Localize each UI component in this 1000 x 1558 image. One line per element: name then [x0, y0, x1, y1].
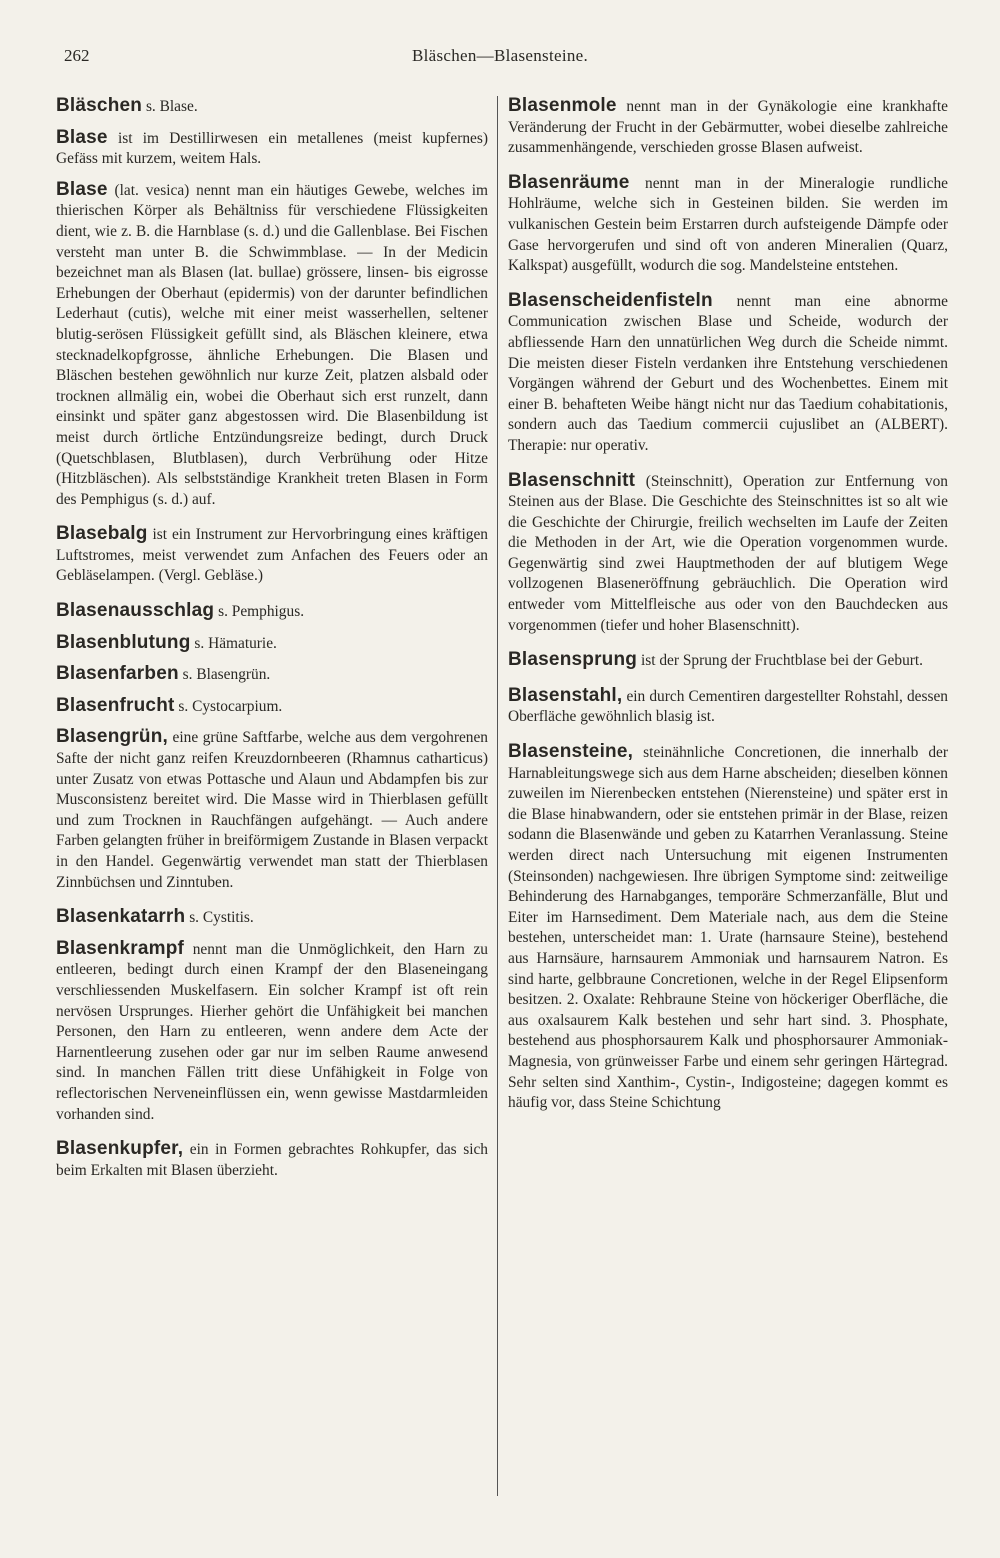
entry-blasenraeume — [508, 173, 948, 277]
page-number: 262 — [64, 46, 90, 65]
headword: Blasenausschlag — [56, 600, 215, 622]
entry-text: s. Cystocarpium. — [174, 697, 283, 715]
headword: Blasenscheidenfisteln — [508, 289, 713, 311]
entry-text: s. Pemphigus. — [214, 603, 305, 621]
headword: Blasensprung — [508, 649, 638, 671]
headword: Blasensteine, — [508, 741, 634, 763]
entry-text: s. Blasengrün. — [178, 666, 271, 684]
entry-text: ist im Destillirwesen ein metallenes (meist kupfernes) Gefäss mit kurzem, weitem Hals. — [56, 129, 488, 168]
headword: Blase — [56, 178, 108, 200]
entry-blasenscheidenfisteln — [508, 291, 948, 457]
page-header — [64, 46, 936, 76]
entry-text: (Steinschnitt), Operation zur Entfernung von Steinen aus der Blase. Die Geschichte des Steinschnittes ist so alt wie die Geschichte der Chirurgie, freilich wechselten im Laufe der Zeiten die Methoden in der Art, wie die Operation vorgenommen wurde. Gegenwärtig sind zwei Hauptmethoden der auf blutigem Wege vollzogenen Blaseneröffnung gebräuchlich. Die Operation wird entweder vom Mittelfleische aus oder von den Bauchdecken aus vorgenommen (tiefer und hoher Blasenschnitt). — [508, 472, 948, 634]
entry-text: nennt man die Unmöglichkeit, den Harn zu entleeren, bedingt durch einen Krampf der den Blaseneingang verschliessenden Muskelfasern. Ein solcher Krampf ist oft rein nervösen Ursprunges. Hierher gehört die Unfähigkeit bei manchen Personen, den Harn zu entleeren, wenn andere dem Acte der Harnentleerung zusehen oder gar nur im selben Raume anwesend sind. In manchen Fällen tritt diese Unfähigkeit in Folge von reflectorischen Nerveneinflüssen ein, wenn gewisse Mastdarmleiden vorhanden sind. — [56, 940, 488, 1123]
entry-text: nennt man eine abnorme Communication zwischen Blase und Scheide, wodurch der abfliessende Harn den unnatürlichen Weg durch die Scheide nimmt. Die meisten dieser Fisteln verdanken ihre Entstehung verschiedenen Vorgängen während der Geburt und des Wochenbettes. Einem mit einer B. behafteten Weibe hängt nicht nur das Taedium cohabitationis, sondern auch das Taedium commercii cujuslibet an (ALBERT). Therapie: nur operativ. — [508, 292, 948, 454]
left-column — [56, 96, 488, 1195]
entry-blasenkrampf — [56, 939, 488, 1125]
headword: Blasenkrampf — [56, 937, 185, 959]
headword: Blasenräume — [508, 171, 630, 193]
entry-blasenfarben — [56, 664, 488, 686]
entry-text: ist ein Instrument zur Hervorbringung eines kräftigen Luftstromes, meist verwendet zum Anfachen des Feuers oder an Gebläselampen. (Vergl. Gebläse.) — [56, 526, 488, 585]
entry-text: eine grüne Saftfarbe, welche aus dem vergohrenen Safte der nicht ganz reifen Kreuzdornbeeren (Rhamnus catharticus) unter Zusatz von etwas Pottasche und Alaun und Abdampfen bis zur Musconsistenz bereitet wird. Die Masse wird in Thierblasen gefüllt und zum Trocknen in Rauchfängen aufgehängt. — Auch andere Farben gelangten früher in breiförmigem Zustande in Blasen verpackt in den Handel. Gegenwärtig verwendet man statt der Thierblasen Zinnbüchsen und Zinntuben. — [56, 729, 488, 891]
headword: Blase — [56, 126, 108, 148]
headword: Blasenfrucht — [56, 694, 175, 716]
entry-text: s. Hämaturie. — [190, 634, 277, 652]
entry-blasenkatarrh — [56, 907, 488, 929]
headword: Blasenmole — [508, 95, 617, 116]
headword: Blasenfarben — [56, 663, 179, 685]
headword: Blasenkupfer, — [56, 1138, 184, 1160]
headword: Bläschen — [56, 95, 143, 116]
entry-text: s. Cystitis. — [185, 909, 254, 927]
entry-blasebalg — [56, 524, 488, 587]
headword: Blasenblutung — [56, 631, 191, 653]
entry-text: nennt man in der Gynäkologie eine krankhafte Veränderung der Frucht in der Gebärmutter, wobei dieselbe zahlreiche zusammenhängende, verschieden grosse Blasen aufweist. — [508, 98, 948, 157]
headword: Blasebalg — [56, 523, 148, 545]
entry-blase-vesica — [56, 180, 488, 511]
entry-blasenausschlag — [56, 601, 488, 623]
column-divider — [497, 96, 498, 1496]
entry-text: nennt man in der Mineralogie rundliche Hohlräume, welche sich in Gesteinen bilden. Sie werden im vulkanischen Gestein beim Erstarren durch aufsteigende Dämpfe oder Gase hervorgerufen und sind oft von anderen Mineralien (Quarz, Kalkspat) ausgefüllt, wodurch die sog. Mandelsteine entstehen. — [508, 174, 948, 275]
entry-blasenmole — [508, 96, 948, 159]
entry-text: steinähnliche Concretionen, die innerhalb der Harnableitungswege sich aus dem Harne abscheiden; dieselben können zuweilen im Nierenbecken entstehen (Nierensteine) und später erst in die Blase hinabwandern, oder sie entstehen primär in der Blase, reizen sodann die Blasenwände und geben zu Katarrhen Veranlassung. Steine werden direct nach Untersuchung mit eigenen Instrumenten (Steinsonden) nachgewiesen. Ihre übrigen Symptome sind: zeitweilige Behinderung des Harnabganges, temporäre Schmerzanfälle, Blut und Eiter im Harnsediment. Dem Materiale nach, aus dem die Steine bestehen, unterscheidet man: 1. Urate (harnsaure Steine), bestehend aus Harnsäure, harnsaurem Ammoniak und harnsaurem Natron. Es sind harte, gelbbraune Concretionen, welche in der Regel Elipsenform besitzen. 2. Oxalate: Rehbraune Steine von höckeriger Oberfläche, die aus oxalsaurem Kalk bestehen und sehr hart sind. 3. Phosphate, bestehend aus phosphorsaurem Kalk und phosphorsaurer Ammoniak-Magnesia, von grünweisser Farbe und einem sehr geringen Härtegrad. Sehr selten sind Xanthim-, Cystin-, Indigosteine; dagegen kommt es häufig vor, dass Steine Schichtung — [508, 744, 948, 1112]
headword: Blasengrün, — [56, 726, 168, 748]
entry-text: ein in Formen gebrachtes Rohkupfer, das sich beim Erkalten mit Blasen überzieht. — [56, 1141, 488, 1179]
entry-blasengruen — [56, 727, 488, 893]
entry-blasenschnitt — [508, 471, 948, 637]
entry-blasenstahl — [508, 686, 948, 728]
headword: Blasenkatarrh — [56, 906, 186, 928]
entry-text: ist der Sprung der Fruchtblase bei der Geburt. — [637, 652, 924, 670]
entry-blasenkupfer — [56, 1139, 488, 1181]
entry-text: ein durch Cementiren dargestellter Rohstahl, dessen Oberfläche gewöhnlich blasig ist. — [508, 687, 948, 726]
running-head: Bläschen—Blasensteine. — [411, 46, 589, 65]
entry-blaeschen — [56, 96, 488, 118]
entry-text: s. Blase. — [142, 98, 198, 115]
right-column — [508, 96, 948, 1128]
entry-blase-destillir — [56, 128, 488, 170]
headword: Blasenstahl, — [508, 684, 623, 706]
entry-blasensteine — [508, 742, 948, 1114]
entry-blasensprung — [508, 650, 948, 672]
entry-blasenblutung — [56, 633, 488, 655]
entry-blasenfrucht — [56, 696, 488, 718]
headword: Blasenschnitt — [508, 469, 636, 491]
entry-text: (lat. vesica) nennt man ein häutiges Gewebe, welches im thierischen Körper als Behältniss für verschiedene Flüssigkeiten dient, wie z. B. die Harnblase (s. d.) und die Gallenblase. Bei Fischen versteht man unter B. die Schwimmblase. — In der Medicin bezeichnet man als Blasen (lat. bullae) grössere, linsen- bis eigrosse Erhebungen der Oberhaut (epidermis) von der darunter befindlichen Lederhaut (cutis), welche mit einer meist wasserhellen, seltener blutig-serösen Flüssigkeit gefüllt sind, als Bläschen kleinere, etwa stecknadelkopfgrosse, ähnliche Erhebungen. Die Blasen und Bläschen bestehen gewöhnlich nur kurze Zeit, platzen alsbald oder trocknen allmälig ein, wobei die Oberhaut sich erst runzelt, dann einsinkt und später ganz abgestossen wird. Die Blasenbildung ist meist durch örtliche Entzündungsreize bedingt, durch Druck (Quetschblasen, Blutblasen), durch Verbrühung oder Hitze (Hitzbläschen). Als selbstständige Krankheit treten Blasen in Form des Pemphigus (s. d.) auf. — [56, 181, 488, 508]
